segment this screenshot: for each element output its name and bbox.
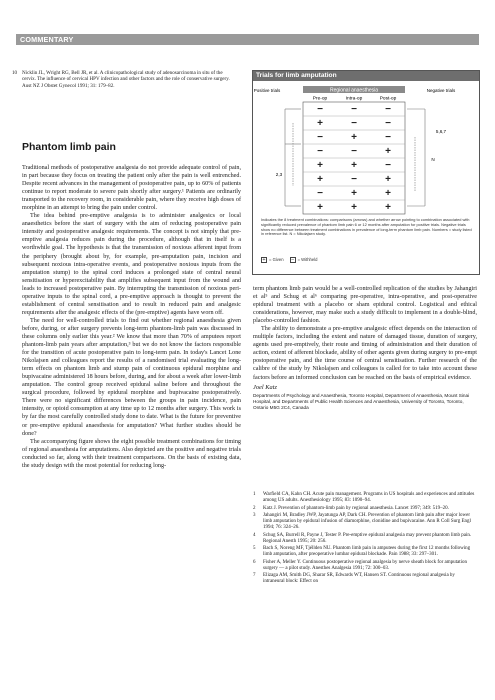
given-mark: + bbox=[317, 160, 323, 171]
section-header-bar bbox=[16, 34, 479, 45]
reference-number: 3 bbox=[253, 512, 256, 518]
given-mark: + bbox=[351, 188, 357, 199]
given-mark: + bbox=[351, 132, 357, 143]
left-label: Positive trials bbox=[253, 88, 281, 93]
minus-box-icon: − bbox=[290, 257, 295, 263]
reference-text: Katz J. Prevention of phantom-limb pain by regional anaesthesia. Lancet 1997; 349: 519–20. bbox=[263, 505, 449, 511]
reference-text: Warfield CA, Kahn CH. Acute pain management. Programs in US hospitals and experiences and attitudes among US adults. Anesthesiology 1995; 83: 1090–94. bbox=[263, 492, 475, 504]
reference-number: 6 bbox=[253, 559, 256, 565]
paragraph: The ability to demonstrate a pre-emptive analgesic effect depends on the interaction of multiple factors, including the extent and nature of damaged tissue, duration of surgery, agents used pre-emptively, their route and timing of administration and their duration of action, extent of afferent blockade, ability of other agents given during surgery to pre-empt postoperative pain, and the time course of central sensitisation. Further research of the calibre of the study by Nikolajsen and colleagues is called for to take into account these factors before an informed conclusion can be reached on the basis of empirical evidence. bbox=[253, 326, 477, 381]
section-header-label: COMMENTARY bbox=[20, 35, 74, 44]
col-label-intraop: Intra-op bbox=[345, 96, 363, 102]
withheld-mark: − bbox=[317, 104, 323, 115]
reference-item bbox=[253, 573, 477, 586]
reference-item bbox=[253, 506, 477, 512]
legend-given bbox=[261, 257, 284, 263]
withheld-mark: − bbox=[351, 104, 357, 115]
withheld-mark: − bbox=[317, 146, 323, 157]
reference-item bbox=[253, 533, 477, 546]
legend-withheld-label: = Withheld bbox=[297, 257, 318, 263]
reference-number: 4 bbox=[253, 532, 256, 538]
group-header-text: Regional anaesthesia bbox=[329, 87, 379, 94]
given-mark: + bbox=[351, 160, 357, 171]
withheld-mark: − bbox=[351, 118, 357, 129]
reference-number: 2 bbox=[253, 505, 256, 511]
given-mark: + bbox=[317, 174, 323, 185]
reference-number: 7 bbox=[253, 573, 256, 578]
paragraph: The idea behind pre-emptive analgesia is to administer analgesics or local anaesthetics before the start of surgery with the aim of reducing postoperative pain intensity and postoperative analgesic requirements. The concept is not simply that pre-emptive analgesia reduces pain during the procedure, although that in itself is a worthwhile goal. The hypothesis is that the transmission of noxious afferent input from the periphery (brought about by, for example, pre-amputation pain, incision and subsequent noxious intra-operative events, and postoperative noxious inputs from the amputation stump) to the spinal cord induces a prolonged state of central neural sensitisation or hyperexcitability that amplifies subsequent input from the wound and leads to increased postoperative pain. By interrupting the transmission of noxious peri-operative inputs to the spinal cord, a pre-emptive approach is thought to prevent the establishment of central sensitisation and to result in reduced pain and analgesic requirements after the analgesic effects of the (pre-emptive) agents have worn off. bbox=[22, 213, 241, 316]
reference-item bbox=[253, 560, 477, 573]
withheld-mark: − bbox=[317, 188, 323, 199]
withheld-mark: − bbox=[385, 132, 391, 143]
withheld-mark: − bbox=[385, 118, 391, 129]
left-column bbox=[22, 164, 241, 470]
top-reference-number: 10 bbox=[12, 70, 18, 76]
plus-box-icon: + bbox=[262, 257, 266, 263]
reference-text: Schug SA, Burrell R, Payne J, Tester P. Pre-emptive epidural analgesia may prevent phantom limb pain. Regional Anesth 1995; 20: 256. bbox=[263, 532, 472, 544]
right-column bbox=[253, 285, 477, 411]
withheld-mark: − bbox=[351, 174, 357, 185]
reference-item bbox=[253, 513, 477, 532]
author-affiliation: Departments of Psychology and Anaesthesia, Toronto Hospital, Department of Anaesthesia, Mount Sinai Hospital, and Departments of Public Health Sciences and Anaesthesia, University of Toronto, Toronto, Ontario M5G 2C4, Canada bbox=[253, 392, 470, 410]
col-label-postop: Post-op bbox=[379, 96, 397, 102]
given-mark: + bbox=[385, 188, 391, 199]
given-mark: + bbox=[317, 202, 323, 213]
given-mark: + bbox=[385, 146, 391, 157]
cell-symbols bbox=[317, 104, 391, 213]
withheld-mark: − bbox=[385, 104, 391, 115]
withheld-mark: − bbox=[351, 146, 357, 157]
given-mark: + bbox=[317, 118, 323, 129]
legend-withheld bbox=[290, 257, 318, 263]
author-name: Joel Katz bbox=[253, 383, 277, 391]
reference-text: Fisher A, Meller Y. Continuous postoperative regional analgesia by nerve sheath block for amputation surgery — a pilot study. Anesthes Analgesia 1991; 72: 300–03. bbox=[263, 559, 467, 571]
legend-given-label: = Given bbox=[269, 257, 284, 263]
paragraph: Traditional methods of postoperative analgesia do not provide adequate control of pain, in part because they focus on treating the patient only after the pain is well entrenched. Despite recent advances in the management of postoperative pain, up to 60% of patients continue to report moderate to severe pain shortly after surgery.¹ Patients are ordinarily transported to the recovery room, in considerable pain, where they receive high doses of morphine in an attempt to bring the pain under control. bbox=[22, 165, 241, 212]
given-mark: + bbox=[385, 202, 391, 213]
right-refs: 5,6,7 bbox=[435, 129, 447, 134]
figure-caption: Indicates the 8 treatment combinations: comparisons (arrows) and whether arrow pointing to combination associated with significantly reduced prevalence of phantom limb pain 6 or 12 months after amputation for positive trials. Negative trials show no difference between treatment combinations in prevalence of long-term phantom limb pain. Numbers = study listed in reference list. N = Nikolajsen study. bbox=[261, 217, 472, 237]
trials-figure bbox=[252, 70, 480, 275]
paragraph: The need for well-controlled trials to find out whether regional anaesthesia given before, during, or after surgery prevents long-term phantom-limb pain was discussed in these columns only earlier this year.² We know that more than 70% of amputees report phantom-limb pain years after amputation,³ but we do not know the factors responsible for the transition of acute postoperative pain to long-term pain. In today's Lancet Lone Nikolajsen and colleagues report the results of a randomised trial evaluating the long-term effects on phantom limb and stump pain of continuous epidural morphine and bupivacaine administered 18 hours before, during, and for about a week after lower-limb amputation. The control group received epidural saline before and throughout the surgical procedure, followed by epidural morphine and bupivacaine postoperatively. There were no significant differences between the groups in pain incidence, pain intensity, or opioid consumption at any time up to 12 months after surgery. This work is by far the most carefully controlled study done to date. What is the future for preventive or pre-emptive epidural anaesthesia for amputation? What further studies should be done? bbox=[22, 317, 241, 437]
figure-title: Trials for limb amputation bbox=[253, 71, 479, 81]
reference-item bbox=[253, 546, 477, 559]
top-reference bbox=[12, 70, 232, 89]
reference-number: 1 bbox=[253, 492, 256, 497]
top-reference-text: Nicklin JL, Wright RG, Bell JR, et al. A clinicopathological study of adenosarcinoma in situ of the cervix. The influence of cervical HPV infection and other factors and the role of conservative surgery. Aust NZ J Obstet Gynecol 1991; 31: 179–82. bbox=[22, 70, 230, 89]
paragraph: term phantom limb pain would be a well-controlled replication of the studies by Jahangiri et al⁵ and Schug et al⁶ comparing pre-operative, intra-operative, and post-operative epidural treatment with a placebo or sham epidural control. Logistical and ethical considerations, however, may make such a study difficult to implement in a double-blind, placebo-controlled fashion. bbox=[253, 286, 477, 325]
trials-diagram bbox=[253, 82, 479, 217]
reference-item bbox=[253, 492, 477, 505]
figure-legend bbox=[261, 257, 317, 263]
reference-text: Jahangiri M, Bradley JWP, Jayatunga AP, Dark CH. Prevention of phantom limb pain after major lower limb amputation by epidural infusion of diamorphine, clonidine and bupivacaine. Ann R Coll Surg Engl 1994; 76: 324–26. bbox=[263, 512, 471, 531]
article-title: Phantom limb pain bbox=[22, 141, 116, 153]
right-label: Negative trials bbox=[426, 88, 456, 93]
left-refs: 2,3 bbox=[275, 172, 283, 177]
reference-number: 5 bbox=[253, 546, 256, 551]
reference-list bbox=[253, 492, 477, 587]
withheld-mark: − bbox=[385, 160, 391, 171]
right-ref-n: N bbox=[431, 157, 435, 162]
given-mark: + bbox=[351, 202, 357, 213]
withheld-mark: − bbox=[317, 132, 323, 143]
reference-text: Bach S, Noreng MF, Tjéllden NU. Phantom limb pain in amputees during the first 12 months following limb amputation, after preoperative lumbar epidural blockade. Pain 1988; 33: 297–301. bbox=[263, 546, 471, 558]
col-label-preop: Pre-op bbox=[312, 96, 328, 102]
reference-text: Elizaga AM, Smith DG, Sharar SR, Edwards WT, Hansen ST. Continuous regional analgesia by intraneural block: Effect on bbox=[263, 573, 455, 585]
paragraph: The accompanying figure shows the eight possible treatment combinations for timing of regional anaesthesia for amputations. Also depicted are the positive and negative trials conducted so far, along with their treatment comparisons. On the basis of existing data, the study design with the most potential for reducing long- bbox=[22, 438, 241, 469]
given-mark: + bbox=[385, 174, 391, 185]
